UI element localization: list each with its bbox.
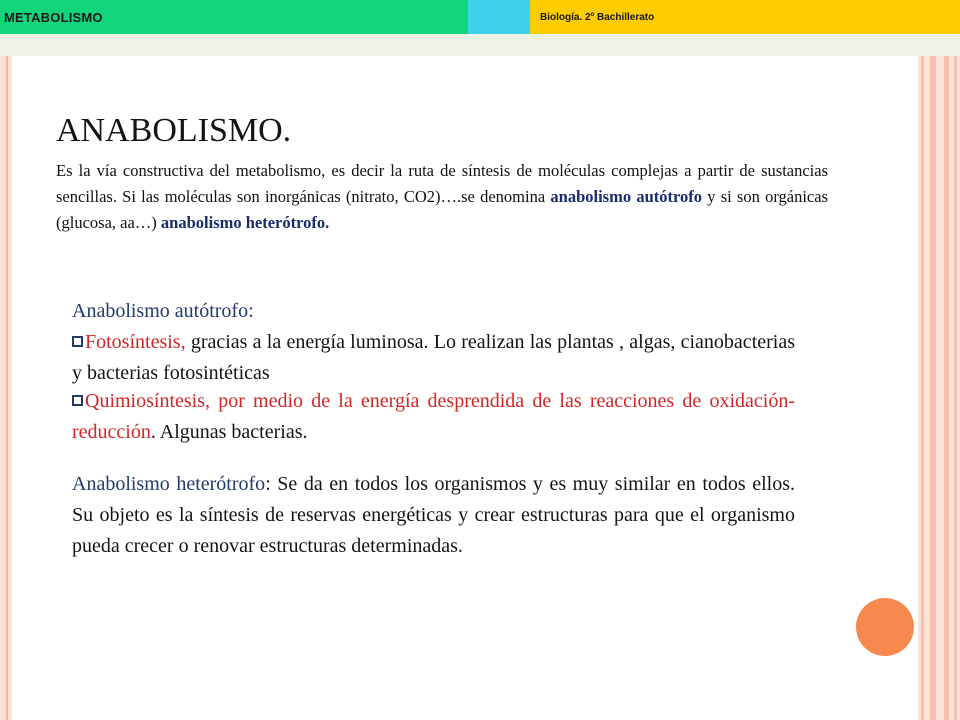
intro-term-heterotrofo: anabolismo heterótrofo.: [160, 213, 330, 232]
orange-circle-decoration: [856, 598, 914, 656]
autotrofo-heading: Anabolismo autótrofo:: [72, 300, 254, 322]
intro-text-2: y si son orgánicas (glucosa, aa…): [56, 187, 829, 232]
intro-text-1: Es la vía constructiva del metabolismo, es decir la ruta de síntesis de moléculas complejas a partir de sustancias sencillas. Si las moléculas son inorgánicas (nitrato, CO2)….se denomina: [56, 161, 828, 206]
header-bar: [0, 0, 960, 34]
header-cyan-block: [468, 0, 530, 34]
bullet-quimiosintesis-term: Quimiosíntesis, por medio de la energía desprendida de las reacciones de oxidación-reducción: [72, 390, 795, 443]
heterotrofo-heading: Anabolismo heterótrofo: [72, 473, 266, 495]
checkbox-bullet-icon: [72, 395, 83, 406]
bullet-quimiosintesis: [72, 386, 795, 448]
intro-term-autotrofo: anabolismo autótrofo: [550, 187, 703, 206]
bullet-fotosintesis-text: gracias a la energía luminosa. Lo realizan las plantas , algas, cianobacterias y bacterias fotosintéticas: [72, 331, 795, 384]
bullet-fotosintesis-term: Fotosíntesis,: [85, 331, 186, 353]
intro-paragraph: [56, 158, 828, 236]
header-under-strip: [0, 34, 960, 56]
left-decorative-border: [0, 56, 12, 720]
header-topic-label: METABOLISMO: [4, 10, 103, 25]
slide-title: ANABOLISMO.: [56, 112, 292, 149]
header-course-label: Biología. 2º Bachillerato: [540, 12, 655, 23]
bullet-quimiosintesis-text: . Algunas bacterias.: [150, 421, 308, 443]
heterotrofo-paragraph: [72, 469, 795, 562]
bullet-fotosintesis: [72, 327, 795, 389]
right-decorative-border: [918, 56, 960, 720]
checkbox-bullet-icon: [72, 336, 83, 347]
heterotrofo-text: : Se da en todos los organismos y es muy similar en todos ellos. Su objeto es la síntesis de reservas energéticas y crear estructuras para que el organismo pueda crecer o renovar estructuras determinadas.: [72, 473, 795, 557]
